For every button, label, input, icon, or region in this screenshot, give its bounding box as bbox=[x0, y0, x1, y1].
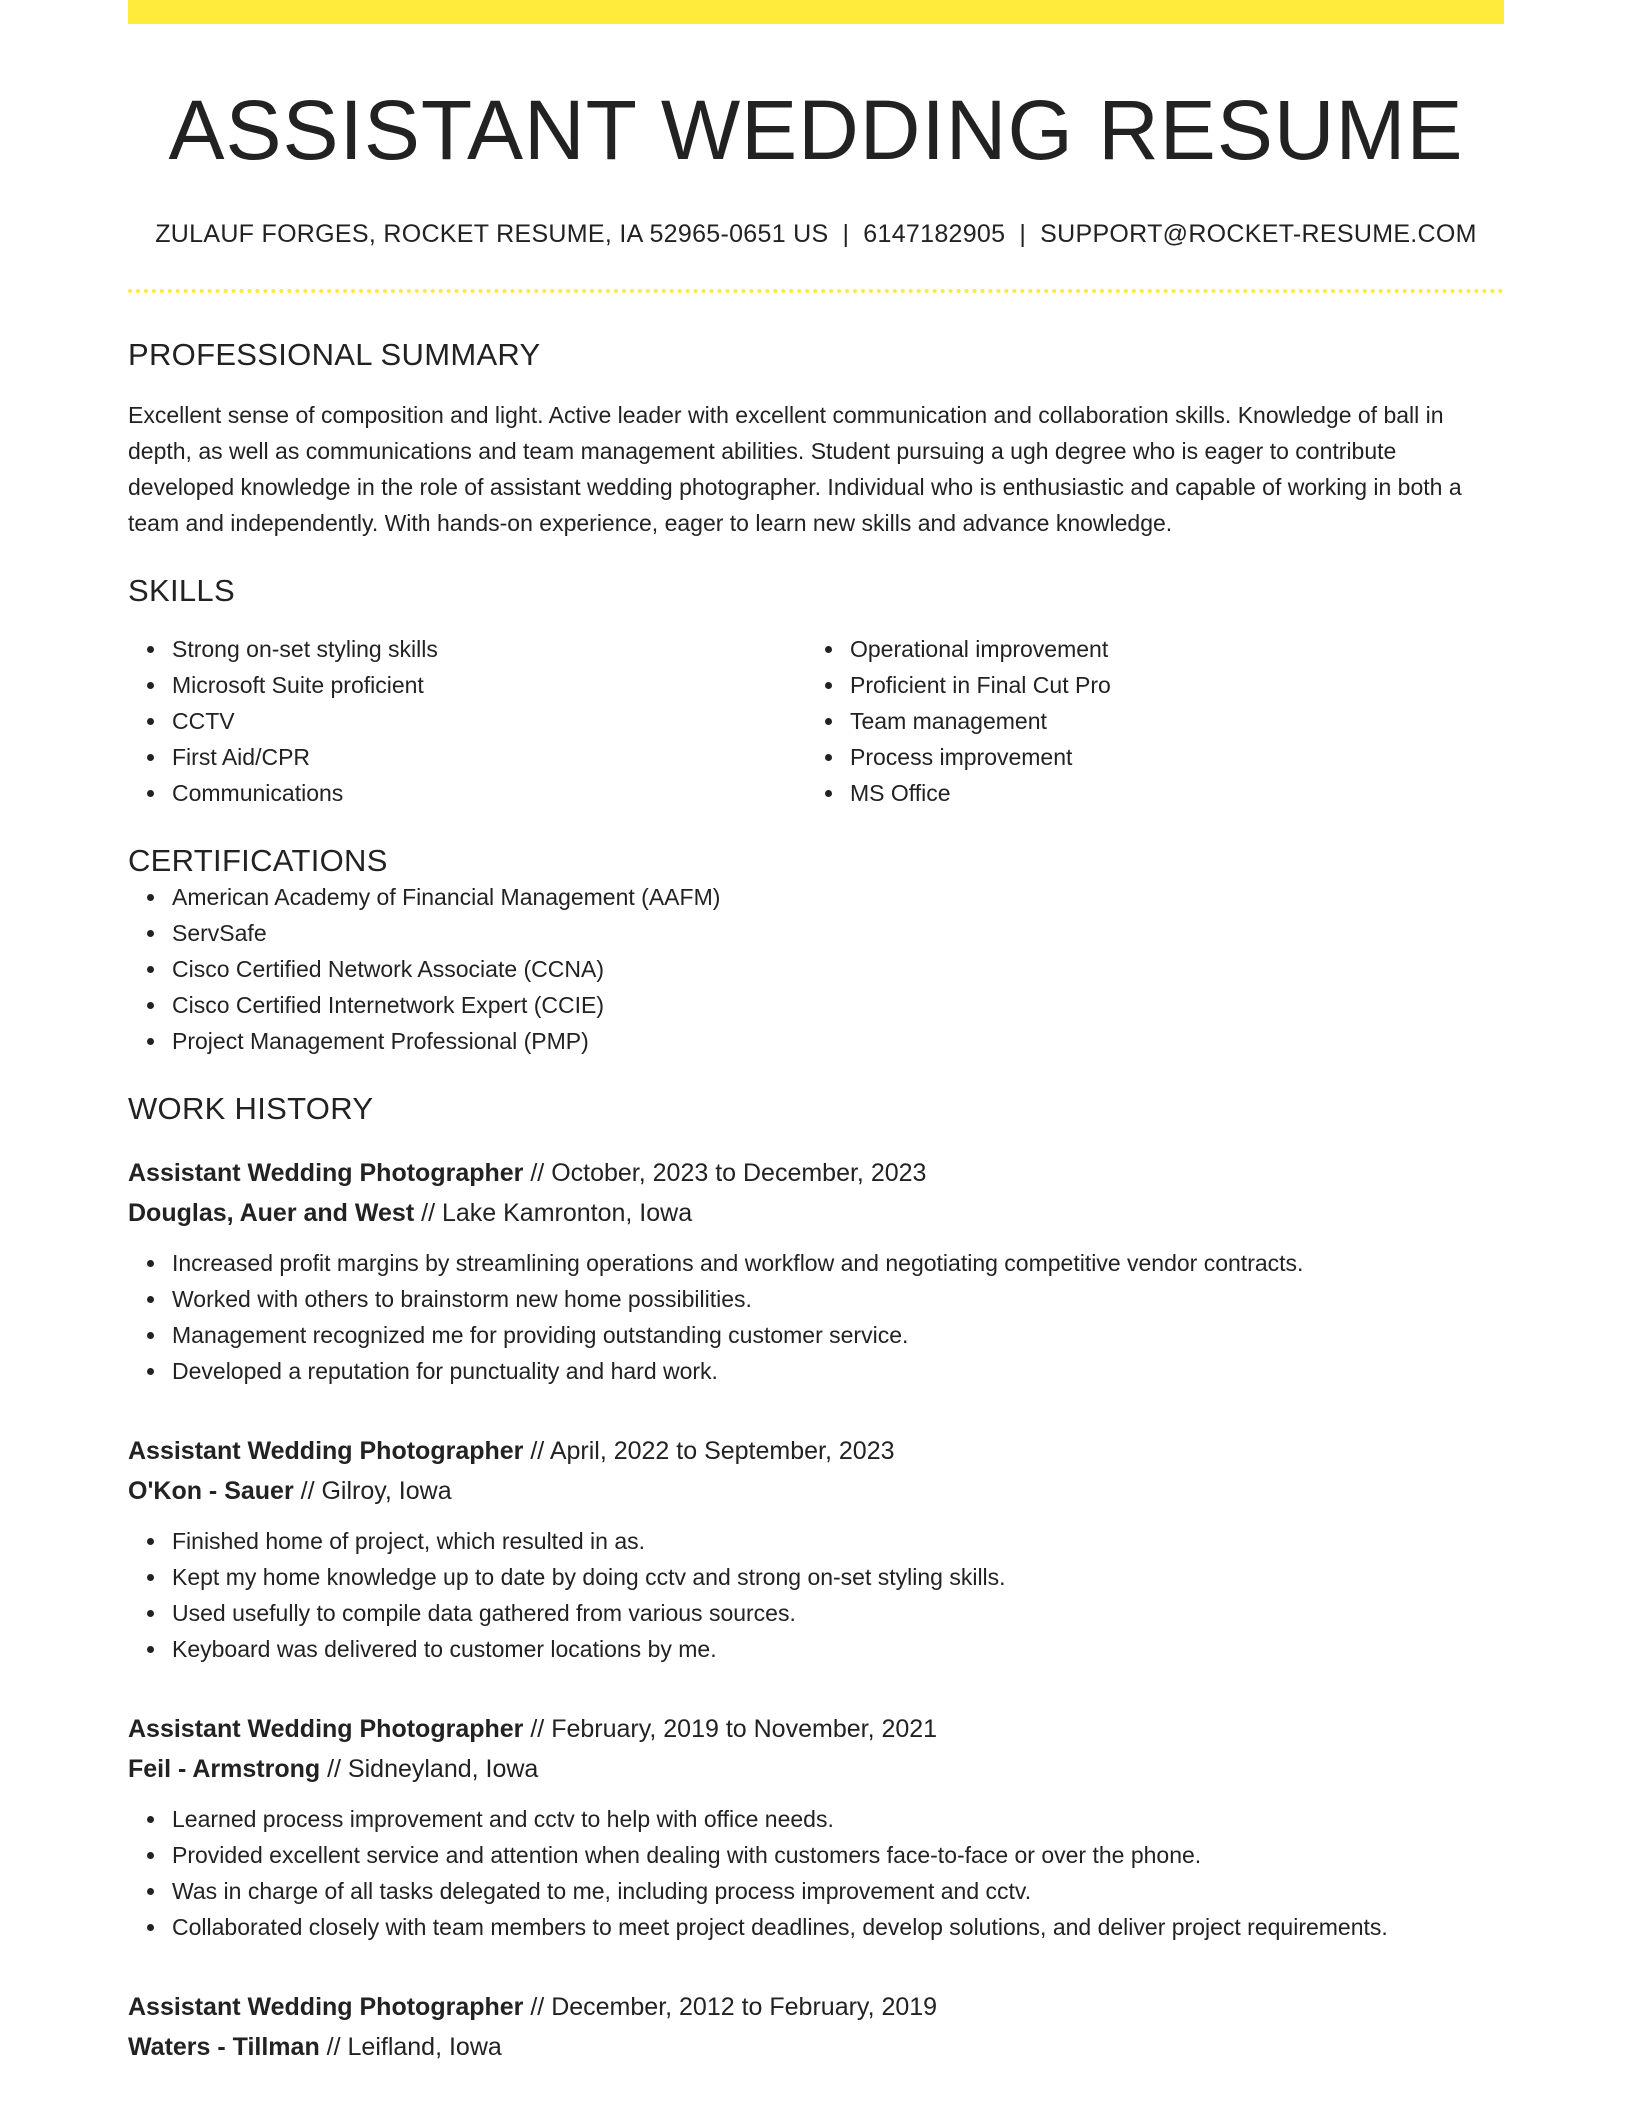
skill-item: CCTV bbox=[172, 703, 806, 739]
skill-item: First Aid/CPR bbox=[172, 739, 806, 775]
job-bullet: Collaborated closely with team members to meet project deadlines, develop solutions, and deliver project requirements. bbox=[172, 1909, 1504, 1945]
job-bullet: Learned process improvement and cctv to help with office needs. bbox=[172, 1801, 1504, 1837]
job-dates: // December, 2012 to February, 2019 bbox=[530, 1993, 938, 2022]
job-title: Assistant Wedding Photographer bbox=[128, 1437, 524, 1466]
job-bullet: Management recognized me for providing outstanding customer service. bbox=[172, 1317, 1504, 1353]
job-title-line bbox=[128, 1153, 1504, 1193]
skills-list-left bbox=[128, 631, 806, 811]
skill-item: Communications bbox=[172, 775, 806, 811]
job-title: Assistant Wedding Photographer bbox=[128, 1159, 524, 1188]
certification-item: Cisco Certified Network Associate (CCNA) bbox=[172, 951, 1504, 987]
job-entry bbox=[128, 1153, 1504, 1389]
job-company: Douglas, Auer and West bbox=[128, 1199, 415, 1228]
skills-grid bbox=[128, 631, 1504, 811]
job-entry bbox=[128, 1709, 1504, 1945]
job-location: // Lake Kamronton, Iowa bbox=[421, 1199, 693, 1228]
job-company-line bbox=[128, 1749, 1504, 1789]
summary-text: Excellent sense of composition and light. Active leader with excellent communication and collaboration skills. Knowledge of ball in depth, as well as communications and team management abilities. Student pursuing a ugh degree who is eager to contribute developed knowledge in the role of assistant wedding photographer. Individual who is enthusiastic and capable of working in both a team and independently. With hands-on experience, eager to learn new skills and advance knowledge. bbox=[128, 402, 1462, 537]
skill-item: MS Office bbox=[850, 775, 1484, 811]
job-title-line bbox=[128, 1431, 1504, 1471]
job-company: O'Kon - Sauer bbox=[128, 1477, 294, 1506]
skills-column-left bbox=[128, 631, 806, 811]
contact-line bbox=[128, 220, 1504, 249]
job-company-line bbox=[128, 1193, 1504, 1233]
skill-item: Proficient in Final Cut Pro bbox=[850, 667, 1484, 703]
job-company: Feil - Armstrong bbox=[128, 1755, 321, 1784]
job-bullet: Developed a reputation for punctuality and hard work. bbox=[172, 1353, 1504, 1389]
job-title-line bbox=[128, 1987, 1504, 2027]
skills-heading: SKILLS bbox=[128, 573, 235, 609]
job-bullets bbox=[128, 1801, 1504, 1945]
work-history-heading: WORK HISTORY bbox=[128, 1091, 374, 1127]
job-dates: // February, 2019 to November, 2021 bbox=[530, 1715, 938, 1744]
job-bullet: Worked with others to brainstorm new home possibilities. bbox=[172, 1281, 1504, 1317]
job-company-line bbox=[128, 1471, 1504, 1511]
job-dates: // April, 2022 to September, 2023 bbox=[530, 1437, 895, 1466]
job-bullet: Keyboard was delivered to customer locations by me. bbox=[172, 1631, 1504, 1667]
job-bullets bbox=[128, 1245, 1504, 1389]
certification-item: Cisco Certified Internetwork Expert (CCIE) bbox=[172, 987, 1504, 1023]
job-entry bbox=[128, 1987, 1504, 2067]
skills-list-right bbox=[806, 631, 1484, 811]
job-bullets bbox=[128, 1523, 1504, 1667]
job-bullet: Used usefully to compile data gathered from various sources. bbox=[172, 1595, 1504, 1631]
skill-item: Operational improvement bbox=[850, 631, 1484, 667]
job-bullet: Was in charge of all tasks delegated to me, including process improvement and cctv. bbox=[172, 1873, 1504, 1909]
job-company-line bbox=[128, 2027, 1504, 2067]
certifications-heading: CERTIFICATIONS bbox=[128, 843, 388, 879]
skill-item: Team management bbox=[850, 703, 1484, 739]
job-bullet: Kept my home knowledge up to date by doing cctv and strong on-set styling skills. bbox=[172, 1559, 1504, 1595]
accent-top-bar bbox=[128, 0, 1504, 24]
dotted-divider bbox=[128, 289, 1504, 293]
job-title: Assistant Wedding Photographer bbox=[128, 1715, 524, 1744]
summary-heading: PROFESSIONAL SUMMARY bbox=[128, 337, 541, 373]
job-entry bbox=[128, 1431, 1504, 1667]
resume-title: ASSISTANT WEDDING RESUME bbox=[168, 83, 1464, 177]
skills-column-right bbox=[806, 631, 1484, 811]
job-dates: // October, 2023 to December, 2023 bbox=[530, 1159, 927, 1188]
job-location: // Sidneyland, Iowa bbox=[327, 1755, 539, 1784]
certifications-list bbox=[128, 879, 1504, 1059]
certification-item: American Academy of Financial Management (AAFM) bbox=[172, 879, 1504, 915]
contact-address: ZULAUF FORGES, ROCKET RESUME, IA 52965-0651 US bbox=[155, 220, 829, 249]
job-company: Waters - Tillman bbox=[128, 2033, 320, 2062]
resume-page bbox=[128, 0, 1504, 2067]
contact-separator: | bbox=[1019, 220, 1027, 249]
job-location: // Gilroy, Iowa bbox=[300, 1477, 452, 1506]
skill-item: Microsoft Suite proficient bbox=[172, 667, 806, 703]
job-bullet: Increased profit margins by streamlining operations and workflow and negotiating competitive vendor contracts. bbox=[172, 1245, 1504, 1281]
job-bullet: Provided excellent service and attention when dealing with customers face-to-face or over the phone. bbox=[172, 1837, 1504, 1873]
certification-item: Project Management Professional (PMP) bbox=[172, 1023, 1504, 1059]
skill-item: Strong on-set styling skills bbox=[172, 631, 806, 667]
job-title-line bbox=[128, 1709, 1504, 1749]
contact-separator: | bbox=[842, 220, 850, 249]
certification-item: ServSafe bbox=[172, 915, 1504, 951]
contact-phone: 6147182905 bbox=[863, 220, 1006, 249]
job-location: // Leifland, Iowa bbox=[326, 2033, 502, 2062]
skill-item: Process improvement bbox=[850, 739, 1484, 775]
job-title: Assistant Wedding Photographer bbox=[128, 1993, 524, 2022]
job-bullet: Finished home of project, which resulted in as. bbox=[172, 1523, 1504, 1559]
contact-email: SUPPORT@ROCKET-RESUME.COM bbox=[1040, 220, 1477, 249]
